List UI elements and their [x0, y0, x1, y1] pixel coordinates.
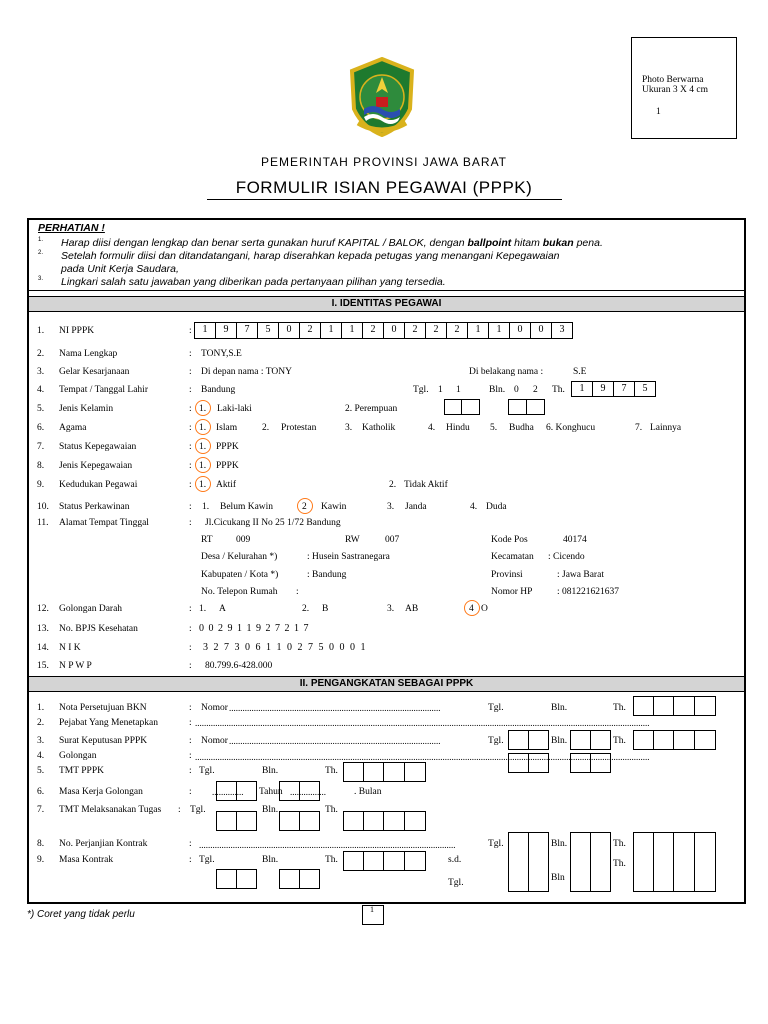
agama-opt-7-num[interactable]: 7.	[635, 423, 643, 433]
desa-value[interactable]: : Husein Sastranegara	[307, 552, 390, 562]
tmt-tugas-th-box-1[interactable]	[343, 811, 364, 831]
kontrak-bln-box-1[interactable]	[570, 832, 591, 892]
kontrak-tgl-box-1[interactable]	[508, 832, 529, 892]
ni-pppk-digit[interactable]: 0	[530, 322, 552, 339]
bln-lahir-d1[interactable]: 0	[514, 385, 519, 395]
row-13-num: 13.	[37, 624, 49, 634]
kodepos-label: Kode Pos	[491, 535, 528, 545]
npwp-colon: :	[189, 661, 192, 671]
sk-nomor-line[interactable]: ..............................................................................................	[229, 736, 441, 746]
tgl-lahir-label: Tgl.	[413, 385, 429, 395]
sk-label: Surat Keputusan PPPK	[59, 736, 148, 746]
masa-kontrak-tgl2-label: Tgl.	[448, 878, 464, 888]
ni-pppk-digit[interactable]: 3	[551, 322, 573, 339]
ni-pppk-digit[interactable]: 1	[341, 322, 363, 339]
jk-box-4[interactable]	[526, 399, 545, 415]
nota-th-box-4[interactable]	[694, 696, 716, 716]
masa-kerja-bulan-line[interactable]: ................	[290, 787, 326, 797]
tmt-tugas-th-box-4[interactable]	[404, 811, 426, 831]
kawin-colon: :	[189, 502, 192, 512]
ni-colon: :	[189, 326, 192, 336]
perhatian-item-3: Lingkari salah satu jawaban yang diberikan pada pertanyaan pilihan yang tersedia.	[61, 276, 446, 288]
masa-kerja-tahun-line[interactable]: ..............	[212, 787, 244, 797]
masa-kerja-colon: :	[189, 787, 192, 797]
masa-kontrak-tgl-box-2[interactable]	[236, 869, 257, 889]
nama-label: Nama Lengkap	[59, 349, 118, 359]
masa-kontrak-th-box-3[interactable]	[383, 851, 405, 871]
agama-opt-2-num[interactable]: 2.	[262, 423, 270, 433]
kawin-o2-text[interactable]: Kawin	[321, 502, 347, 512]
nik-label: N I K	[59, 643, 81, 653]
kedudukan-label: Kedudukan Pegawai	[59, 480, 138, 490]
kontrak-th-box-4[interactable]	[694, 832, 716, 892]
nik-value[interactable]: 3 2 7 3 0 6 1 1 0 2 7 5 0 0 0 1	[203, 642, 367, 653]
kawin-o3-text[interactable]: Janda	[405, 502, 427, 512]
row-5-num: 5.	[37, 404, 45, 414]
agama-opt-protestan[interactable]: Protestan	[281, 423, 317, 433]
kontrak-th-box-3[interactable]	[673, 832, 695, 892]
nota-bln-label: Bln.	[551, 703, 568, 713]
goldar-label: Golongan Darah	[59, 604, 123, 614]
hp-value[interactable]: : 081221621637	[557, 587, 620, 597]
pejabat-colon: :	[189, 718, 192, 728]
tmt-tugas-tgl-label: Tgl.	[190, 805, 206, 815]
jenis-kep-opt[interactable]: 1.	[199, 461, 207, 471]
s2-row-2-num: 2.	[37, 718, 45, 728]
row-1-num: 1.	[37, 326, 45, 336]
pejabat-line[interactable]: ..........................................................................................................................................................................................................	[195, 718, 650, 728]
form-title: FORMULIR ISIAN PEGAWAI (PPPK)	[235, 178, 533, 197]
agama-opt-katholik[interactable]: Katholik	[362, 423, 396, 433]
kedudukan-opt1-text[interactable]: Aktif	[216, 480, 237, 490]
kawin-o3[interactable]: 3.	[387, 502, 395, 512]
gelar-belakang-label: Di belakang nama :	[469, 367, 544, 377]
nota-colon: :	[189, 703, 192, 713]
npwp-label: N P W P	[59, 661, 92, 671]
s2-row-1-num: 1.	[37, 703, 45, 713]
telepon-colon[interactable]: :	[296, 587, 299, 597]
agama-opt-1-num[interactable]: 1.	[199, 423, 207, 433]
tmt-colon: :	[189, 766, 192, 776]
row-2-num: 2.	[37, 349, 45, 359]
th-lahir-digit[interactable]: 5	[634, 381, 656, 397]
nota-nomor-line[interactable]: ..............................................................................................	[229, 703, 441, 713]
bpjs-label: No. BPJS Kesehatan	[59, 624, 138, 634]
telepon-label: No. Telepon Rumah	[201, 587, 278, 597]
goldar-o2[interactable]: 2.	[302, 604, 310, 614]
ni-pppk-digit[interactable]: 1	[194, 322, 216, 339]
gelar-belakang-value[interactable]: S.E	[573, 367, 587, 377]
goldar-o3[interactable]: 3.	[387, 604, 395, 614]
sk-tgl-label: Tgl.	[488, 736, 504, 746]
golongan-line[interactable]: ..........................................................................................................................................................................................................	[195, 752, 650, 762]
sk-th-box-4[interactable]	[694, 730, 716, 750]
ni-pppk-label: NI PPPK	[59, 326, 95, 336]
tmt-tugas-label: TMT Melaksanakan Tugas	[59, 805, 162, 815]
s2-row-6-num: 6.	[37, 787, 45, 797]
status-kep-value[interactable]: PPPK	[216, 442, 239, 452]
jk-opt1-num[interactable]: 1.	[199, 404, 207, 414]
jenis-kep-label: Jenis Kepegawaian	[59, 461, 133, 471]
masa-kerja-tahun: Tahun	[259, 787, 283, 797]
rw-value[interactable]: 007	[385, 535, 400, 545]
gelar-depan[interactable]: Di depan nama : TONY	[201, 367, 292, 377]
rt-value[interactable]: 009	[236, 535, 251, 545]
nota-nomor-label: Nomor	[201, 703, 228, 713]
kontrak-bln-box-2[interactable]	[590, 832, 611, 892]
sk-th-box-3[interactable]	[673, 730, 695, 750]
sk-bln-label: Bln.	[551, 736, 568, 746]
bpjs-colon: :	[189, 624, 192, 634]
rw-label: RW	[345, 535, 360, 545]
perhatian-num-3: 3.	[38, 276, 44, 282]
kontrak-th-box-1[interactable]	[633, 832, 654, 892]
status-kep-opt[interactable]: 1.	[199, 442, 207, 452]
jenis-kep-value[interactable]: PPPK	[216, 461, 239, 471]
row-14-num: 14.	[37, 643, 49, 653]
agama-colon: :	[189, 423, 192, 433]
nik-colon: :	[189, 643, 192, 653]
agama-opt-hindu[interactable]: Hindu	[446, 423, 470, 433]
kodepos-value[interactable]: 40174	[563, 535, 587, 545]
jk-box-1[interactable]	[444, 399, 462, 415]
golongan-box-1[interactable]	[508, 753, 529, 773]
gelar-colon: :	[189, 367, 192, 377]
ni-pppk-digit[interactable]: 0	[383, 322, 405, 339]
perjanjian-label: No. Perjanjian Kontrak	[59, 839, 148, 849]
nota-label: Nota Persetujuan BKN	[59, 703, 147, 713]
kawin-o4[interactable]: 4.	[470, 502, 478, 512]
goldar-o2-text[interactable]: B	[322, 604, 329, 614]
pejabat-label: Pejabat Yang Menetapkan	[59, 718, 158, 728]
kedudukan-opt2-text[interactable]: Tidak Aktif	[404, 480, 448, 490]
tmt-tugas-bln-label: Bln.	[262, 805, 279, 815]
s2-row-7-num: 7.	[37, 805, 45, 815]
masa-kontrak-th-box-4[interactable]	[404, 851, 426, 871]
ttl-label: Tempat / Tanggal Lahir	[59, 385, 148, 395]
th-lahir-digit[interactable]: 7	[613, 381, 635, 397]
tmt-tgl-label: Tgl.	[199, 766, 215, 776]
row-10-num: 10.	[37, 502, 49, 512]
rt-label: RT	[201, 535, 213, 545]
sk-nomor-label: Nomor	[201, 736, 228, 746]
government-heading: PEMERINTAH PROVINSI JAWA BARAT	[260, 155, 508, 169]
masa-kontrak-label: Masa Kontrak	[59, 855, 114, 865]
perjanjian-bln-label: Bln.	[551, 839, 568, 849]
sk-th-box-2[interactable]	[653, 730, 674, 750]
perjanjian-line[interactable]: ..................................................................................................................	[199, 840, 456, 850]
tmt-tugas-colon: :	[178, 805, 181, 815]
photo-label-2: Ukuran 3 X 4 cm	[642, 85, 708, 95]
kedudukan-opt1[interactable]: 1.	[199, 480, 207, 490]
title-underline	[207, 199, 562, 200]
jk-opt2[interactable]: 2. Perempuan	[345, 404, 398, 414]
jk-box-3[interactable]	[508, 399, 527, 415]
ni-pppk-digit[interactable]: 5	[257, 322, 279, 339]
perjanjian-th-label: Th.	[613, 839, 626, 849]
tmt-th-box-4[interactable]	[404, 762, 426, 782]
page-number: 1	[370, 905, 374, 914]
s2-row-4-num: 4.	[37, 751, 45, 761]
kawin-o4-text[interactable]: Duda	[486, 502, 507, 512]
alamat-colon: :	[189, 518, 192, 528]
sk-th-label: Th.	[613, 736, 626, 746]
kawin-o2[interactable]: 2	[302, 502, 307, 512]
tmt-th-label: Th.	[325, 766, 338, 776]
status-kep-colon: :	[189, 442, 192, 452]
bln-lahir-label: Bln.	[489, 385, 506, 395]
golongan-box-4[interactable]	[590, 753, 611, 773]
s2-row-3-num: 3.	[37, 736, 45, 746]
masa-kontrak-bln-box-2[interactable]	[299, 869, 320, 889]
perhatian-title: PERHATIAN !	[38, 222, 105, 234]
perhatian-item-2-line2: pada Unit Kerja Saudara,	[61, 263, 179, 275]
kawin-o1-text[interactable]: Belum Kawin	[220, 502, 274, 512]
tmt-th-box-2[interactable]	[363, 762, 384, 782]
jk-box-2[interactable]	[461, 399, 480, 415]
provinsi-label: Provinsi	[491, 570, 523, 580]
sk-tgl-box-1[interactable]	[508, 730, 529, 750]
kontrak-th-box-2[interactable]	[653, 832, 674, 892]
kawin-o1[interactable]: 1.	[202, 502, 210, 512]
sk-tgl-box-2[interactable]	[528, 730, 549, 750]
s2-row-8-num: 8.	[37, 839, 45, 849]
perjanjian-colon: :	[189, 839, 192, 849]
tmt-th-box-3[interactable]	[383, 762, 405, 782]
tmt-tugas-tgl-box-1[interactable]	[216, 811, 237, 831]
kabupaten-value[interactable]: : Bandung	[307, 570, 347, 580]
tmt-tugas-th-label: Th.	[325, 805, 338, 815]
kawin-label: Status Perkawinan	[59, 502, 130, 512]
ni-pppk-digit[interactable]: 1	[488, 322, 510, 339]
golongan-box-3[interactable]	[570, 753, 591, 773]
row-15-num: 15.	[37, 661, 49, 671]
goldar-o1[interactable]: 1.	[199, 604, 207, 614]
tmt-bln-label: Bln.	[262, 766, 279, 776]
masa-kontrak-tgl-box-1[interactable]	[216, 869, 237, 889]
status-kep-label: Status Kepegawaian	[59, 442, 137, 452]
row-7-num: 7.	[37, 442, 45, 452]
ni-pppk-digit[interactable]: 9	[215, 322, 237, 339]
nama-value[interactable]: TONY,S.E	[201, 349, 242, 359]
s2-row-9-num: 9.	[37, 855, 45, 865]
masa-kontrak-sd: s.d.	[448, 855, 462, 865]
golongan-colon: :	[189, 751, 192, 761]
ni-pppk-digit[interactable]: 2	[299, 322, 321, 339]
row-12-num: 12.	[37, 604, 49, 614]
perhatian-num-1: 1.	[38, 237, 44, 243]
row-6-num: 6.	[37, 423, 45, 433]
agama-opt-islam[interactable]: Islam	[216, 423, 238, 433]
hp-label: Nomor HP	[491, 587, 533, 597]
th-lahir-digit[interactable]: 1	[571, 381, 593, 397]
masa-kerja-label: Masa Kerja Golongan	[59, 787, 143, 797]
kecamatan-label: Kecamatan	[491, 552, 534, 562]
perhatian-num-2: 2.	[38, 250, 44, 256]
sk-bln-box-2[interactable]	[590, 730, 611, 750]
jk-colon: :	[189, 404, 192, 414]
kontrak-tgl-box-2[interactable]	[528, 832, 549, 892]
photo-label-1: Photo Berwarna	[642, 75, 704, 85]
goldar-o4[interactable]: 4	[469, 604, 474, 614]
masa-kontrak-colon: :	[189, 855, 192, 865]
ttl-colon: :	[189, 385, 192, 395]
agama-opt-budha[interactable]: Budha	[509, 423, 534, 433]
alamat-label: Alamat Tempat Tinggal	[59, 518, 149, 528]
ni-pppk-digit[interactable]: 0	[278, 322, 300, 339]
golongan-label: Golongan	[59, 751, 97, 761]
jk-opt1-text[interactable]: Laki-laki	[217, 404, 252, 414]
perhatian-item-1: Harap diisi dengan lengkap dan benar serta gunakan huruf KAPITAL / BALOK, dengan ballpoint hitam bukan pena.	[61, 237, 603, 249]
masa-kontrak-th-box-2[interactable]	[363, 851, 384, 871]
ni-pppk-digit[interactable]: 2	[425, 322, 447, 339]
goldar-o4-text[interactable]: O	[481, 604, 488, 614]
provinsi-value[interactable]: : Jawa Barat	[557, 570, 604, 580]
ni-pppk-digit[interactable]: 7	[236, 322, 258, 339]
agama-opt-3-num[interactable]: 3.	[345, 423, 353, 433]
nota-th-box-2[interactable]	[653, 696, 674, 716]
kedudukan-opt2[interactable]: 2.	[389, 480, 397, 490]
tempat-lahir[interactable]: Bandung	[201, 385, 236, 395]
nota-th-box-3[interactable]	[673, 696, 695, 716]
kedudukan-colon: :	[189, 480, 192, 490]
jk-label: Jenis Kelamin	[59, 404, 114, 414]
sk-bln-box-1[interactable]	[570, 730, 591, 750]
sk-th-box-1[interactable]	[633, 730, 654, 750]
npwp-value[interactable]: 80.799.6-428.000	[205, 661, 273, 671]
nota-th-label: Th.	[613, 703, 626, 713]
tgl-lahir-d2[interactable]: 1	[456, 385, 461, 395]
ni-pppk-digit[interactable]: 0	[509, 322, 531, 339]
tmt-tugas-th-box-3[interactable]	[383, 811, 405, 831]
th-lahir-label: Th.	[552, 385, 565, 395]
agama-opt-4-num[interactable]: 4.	[428, 423, 436, 433]
agama-label: Agama	[59, 423, 87, 433]
masa-kontrak-bln-box-1[interactable]	[279, 869, 300, 889]
tmt-th-box-1[interactable]	[343, 762, 364, 782]
perhatian-divider	[29, 290, 744, 291]
agama-opt-lainnya[interactable]: Lainnya	[650, 423, 682, 433]
nota-th-box-1[interactable]	[633, 696, 654, 716]
kabupaten-label: Kabupaten / Kota *)	[201, 570, 279, 580]
west-java-emblem-logo	[346, 57, 418, 137]
nama-colon: :	[189, 349, 192, 359]
agama-opt-konghucu[interactable]: 6. Konghucu	[546, 423, 596, 433]
tmt-label: TMT PPPK	[59, 766, 104, 776]
row-3-num: 3.	[37, 367, 45, 377]
tmt-tugas-tgl-box-2[interactable]	[236, 811, 257, 831]
ni-pppk-digit[interactable]: 2	[446, 322, 468, 339]
masa-kontrak-tgl-label: Tgl.	[199, 855, 215, 865]
alamat-value[interactable]: Jl.Cicukang II No 25 1/72 Bandung	[205, 518, 341, 528]
th-lahir-digit[interactable]: 9	[592, 381, 614, 397]
bpjs-value[interactable]: 0 0 2 9 1 1 9 2 7 2 1 7	[199, 623, 310, 634]
photo-number: 1	[656, 107, 661, 117]
masa-kerja-bulan: . Bulan	[354, 787, 382, 797]
tmt-tugas-bln-box-1[interactable]	[279, 811, 300, 831]
tgl-lahir-d1[interactable]: 1	[438, 385, 443, 395]
row-4-num: 4.	[37, 385, 45, 395]
golongan-box-2[interactable]	[528, 753, 549, 773]
masa-kontrak-bln2-label: Bln	[551, 873, 565, 883]
footer-note: *) Coret yang tidak perlu	[27, 909, 135, 920]
desa-label: Desa / Kelurahan *)	[201, 552, 278, 562]
sk-colon: :	[189, 736, 192, 746]
perjanjian-tgl-label: Tgl.	[488, 839, 504, 849]
goldar-o3-text[interactable]: AB	[405, 604, 419, 614]
masa-kontrak-th-box-1[interactable]	[343, 851, 364, 871]
row-11-num: 11.	[37, 518, 49, 528]
ni-pppk-digit[interactable]: 2	[362, 322, 384, 339]
masa-kontrak-bln-label: Bln.	[262, 855, 279, 865]
section-2-header: II. PENGANGKATAN SEBAGAI PPPK	[29, 676, 744, 692]
goldar-o1-text[interactable]: A	[219, 604, 226, 614]
goldar-colon: :	[189, 604, 192, 614]
agama-opt-5-num[interactable]: 5.	[490, 423, 498, 433]
masa-kontrak-th-label: Th.	[325, 855, 338, 865]
tmt-tugas-th-box-2[interactable]	[363, 811, 384, 831]
ni-pppk-digit[interactable]: 1	[467, 322, 489, 339]
photo-box[interactable]	[631, 37, 737, 139]
perhatian-item-2-line1: Setelah formulir diisi dan ditandatangani, harap diserahkan kepada petugas yang menangani Kepegawaian	[61, 250, 560, 262]
section-1-header: I. IDENTITAS PEGAWAI	[29, 296, 744, 312]
gelar-label: Gelar Kesarjanaan	[59, 367, 130, 377]
ni-pppk-digit[interactable]: 2	[404, 322, 426, 339]
tmt-tugas-bln-box-2[interactable]	[299, 811, 320, 831]
jenis-kep-colon: :	[189, 461, 192, 471]
nota-tgl-label: Tgl.	[488, 703, 504, 713]
bln-lahir-d2[interactable]: 2	[533, 385, 538, 395]
row-8-num: 8.	[37, 461, 45, 471]
ni-pppk-digit[interactable]: 1	[320, 322, 342, 339]
row-9-num: 9.	[37, 480, 45, 490]
s2-row-5-num: 5.	[37, 766, 45, 776]
masa-kontrak-th2-label: Th.	[613, 859, 626, 869]
kecamatan-value[interactable]: : Cicendo	[548, 552, 585, 562]
